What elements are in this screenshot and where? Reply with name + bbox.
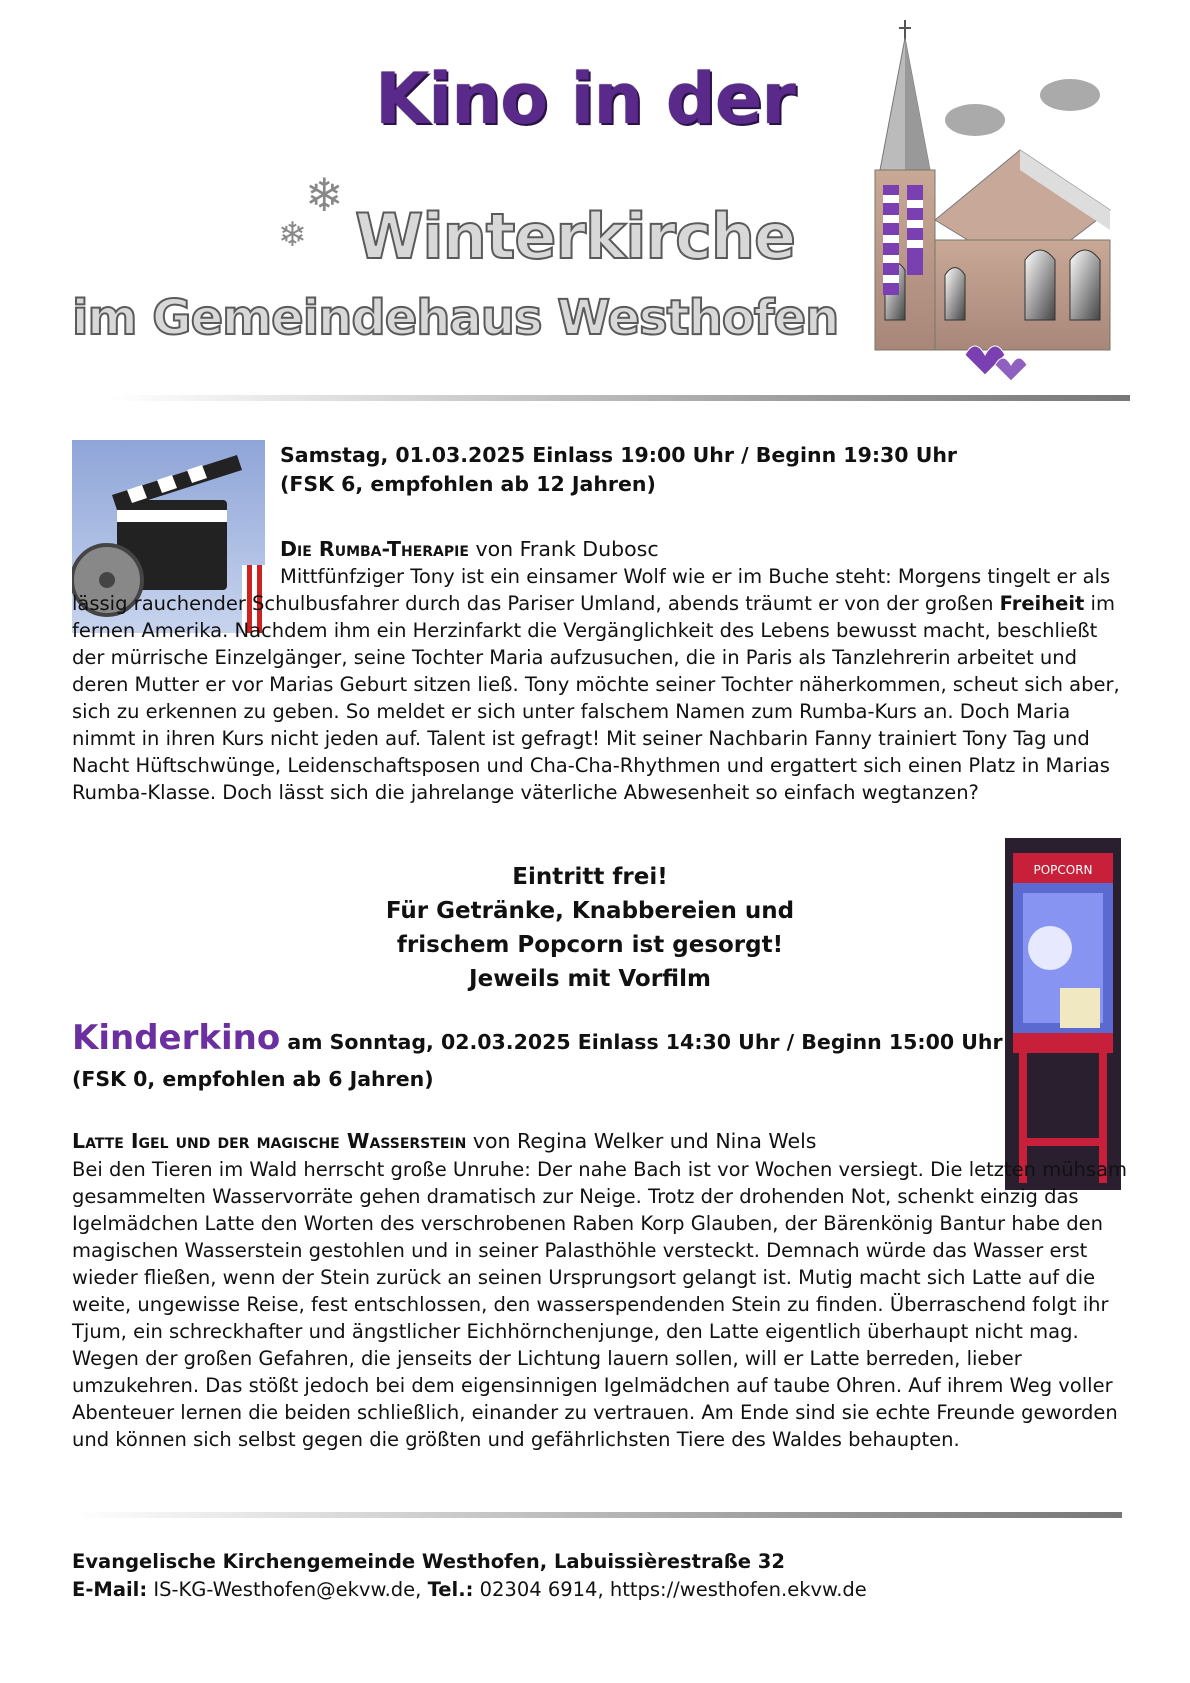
event1-film-author: von Frank Dubosc — [468, 537, 659, 561]
info-line1: Eintritt frei! — [512, 864, 668, 890]
popcorn-machine-photo — [1005, 838, 1121, 1190]
info-line3: frischem Popcorn ist gesorgt! — [396, 932, 784, 958]
event2-description: Bei den Tieren im Wald herrscht große Unruhe: Der nahe Bach ist vor Wochen versiegt. Die letzten mühsam gesammelten Wasservorräte gehen dramatisch zur Neige. Trotz der drohenden Not, schenkt einzig das Igelmädchen Latte den Worten des verschrobenen Raben Korp Glauben, der Bärenkönig Bantur habe den magischen Wasserstein gestohlen und in seiner Palasthöhle versteckt. Demnach würde das Wasser erst wieder fließen, wenn der Stein zurück an seinen Ursprungsort gelangt ist. Mutig macht sich Latte auf die weite, ungewisse Reise, fest entschlossen, den wasserspendenden Stein zu finden. Überraschend folgt ihr Tjum, ein schreckhafter und ängstlicher Eichhörnchenjunge, den Latte eigentlich überhaupt nicht mag. Wegen der großen Gefahren, die jenseits der Lichtung lauern sollen, will er Latte berreden, lieber umzukehren. Das stößt jedoch bei dem eigensinnigen Igelmädchen auf taube Ohren. Auf ihrem Weg voller Abenteuer lernen die beiden schließlich, einander zu vertrauen. Am Ende sind sie echte Freunde geworden und können sich selbst gegen die größten und gefährlichsten Tiere des Waldes behaupten. — [72, 1158, 1128, 1451]
header-title-line1: Kino in der — [375, 58, 795, 140]
footer-org-line: Evangelische Kirchengemeinde Westhofen, Labuissièrestraße 32 — [72, 1550, 785, 1573]
event2-fsk-line: (FSK 0, empfohlen ab 6 Jahren) — [72, 1067, 434, 1091]
snowflake-icon: ❄ — [278, 215, 307, 255]
event2-film-heading — [72, 1128, 816, 1155]
info-line4: Jeweils mit Vorfilm — [469, 966, 711, 992]
footer-tel-website[interactable]: 02304 6914, https://westhofen.ekvw.de — [473, 1578, 867, 1601]
event1-description: Mittfünfziger Tony ist ein einsamer Wolf wie er im Buche steht: Morgens tingelt er als lässig rauchender Schulbusfahrer durch das Pariser Umland, abends träumt er von der großen Freiheit im fernen Amerika. Nachdem ihm ein Herzinfarkt die Vergänglichkeit des Lebens bewusst macht, beschließt der mürrische Einzelgänger, seine Tochter Maria aufzusuchen, die in Paris als Tanzlehrerin arbeitet und deren Mutter er vor Marias Geburt sitzen ließ. Tony möchte seiner Tochter näherkommen, scheut sich aber, sich zu erkennen zu geben. So meldet er sich unter falschem Namen zum Rumba-Kurs an. Doch Maria nimmt in ihren Kurs nicht jeden auf. Talent ist gefragt! Mit seiner Nachbarin Fanny trainiert Tony Tag und Nacht Hüftschwünge, Leidenschaftsposen und Cha-Cha-Rhythmen und ergattert sich einen Platz in Marias Rumba-Klasse. Doch lässt sich die jahrelange väterliche Abwesenheit so einfach wegtanzen? — [72, 565, 1120, 804]
event1-fsk-line: (FSK 6, empfohlen ab 12 Jahren) — [280, 472, 656, 496]
event1-film-heading — [280, 536, 659, 563]
header-title-line2: Winterkirche — [355, 200, 796, 273]
divider — [72, 1512, 1122, 1518]
event2-label: Kinderkino — [72, 1018, 281, 1058]
event2-date-line: am Sonntag, 02.03.2025 Einlass 14:30 Uhr / Beginn 15:00 Uhr — [280, 1030, 1003, 1054]
event2-film-author: von Regina Welker und Nina Wels — [466, 1129, 817, 1153]
footer-contact-line — [72, 1576, 867, 1603]
keyword-freiheit: Freiheit — [999, 592, 1085, 615]
snowflake-icon: ❄ — [305, 168, 344, 222]
footer-email[interactable]: IS-KG-Westhofen@ekvw.de, — [147, 1578, 428, 1601]
info-block — [300, 860, 880, 996]
event2-heading — [72, 1018, 1003, 1063]
event1-film-title: Die Rumba-Therapie — [280, 537, 469, 561]
email-label: E-Mail: — [72, 1578, 148, 1601]
divider — [110, 395, 1130, 401]
header-title-line3: im Gemeindehaus Westhofen — [72, 290, 839, 346]
info-line2: Für Getränke, Knabbereien und — [385, 898, 795, 924]
event1-date-line: Samstag, 01.03.2025 Einlass 19:00 Uhr / Beginn 19:30 Uhr — [280, 443, 958, 467]
tel-label: Tel.: — [427, 1578, 474, 1601]
popcorn-sign: POPCORN — [1033, 863, 1093, 877]
church-illustration — [845, 20, 1115, 385]
event2-film-title: Latte Igel und der magische Wasserstein — [72, 1129, 467, 1153]
